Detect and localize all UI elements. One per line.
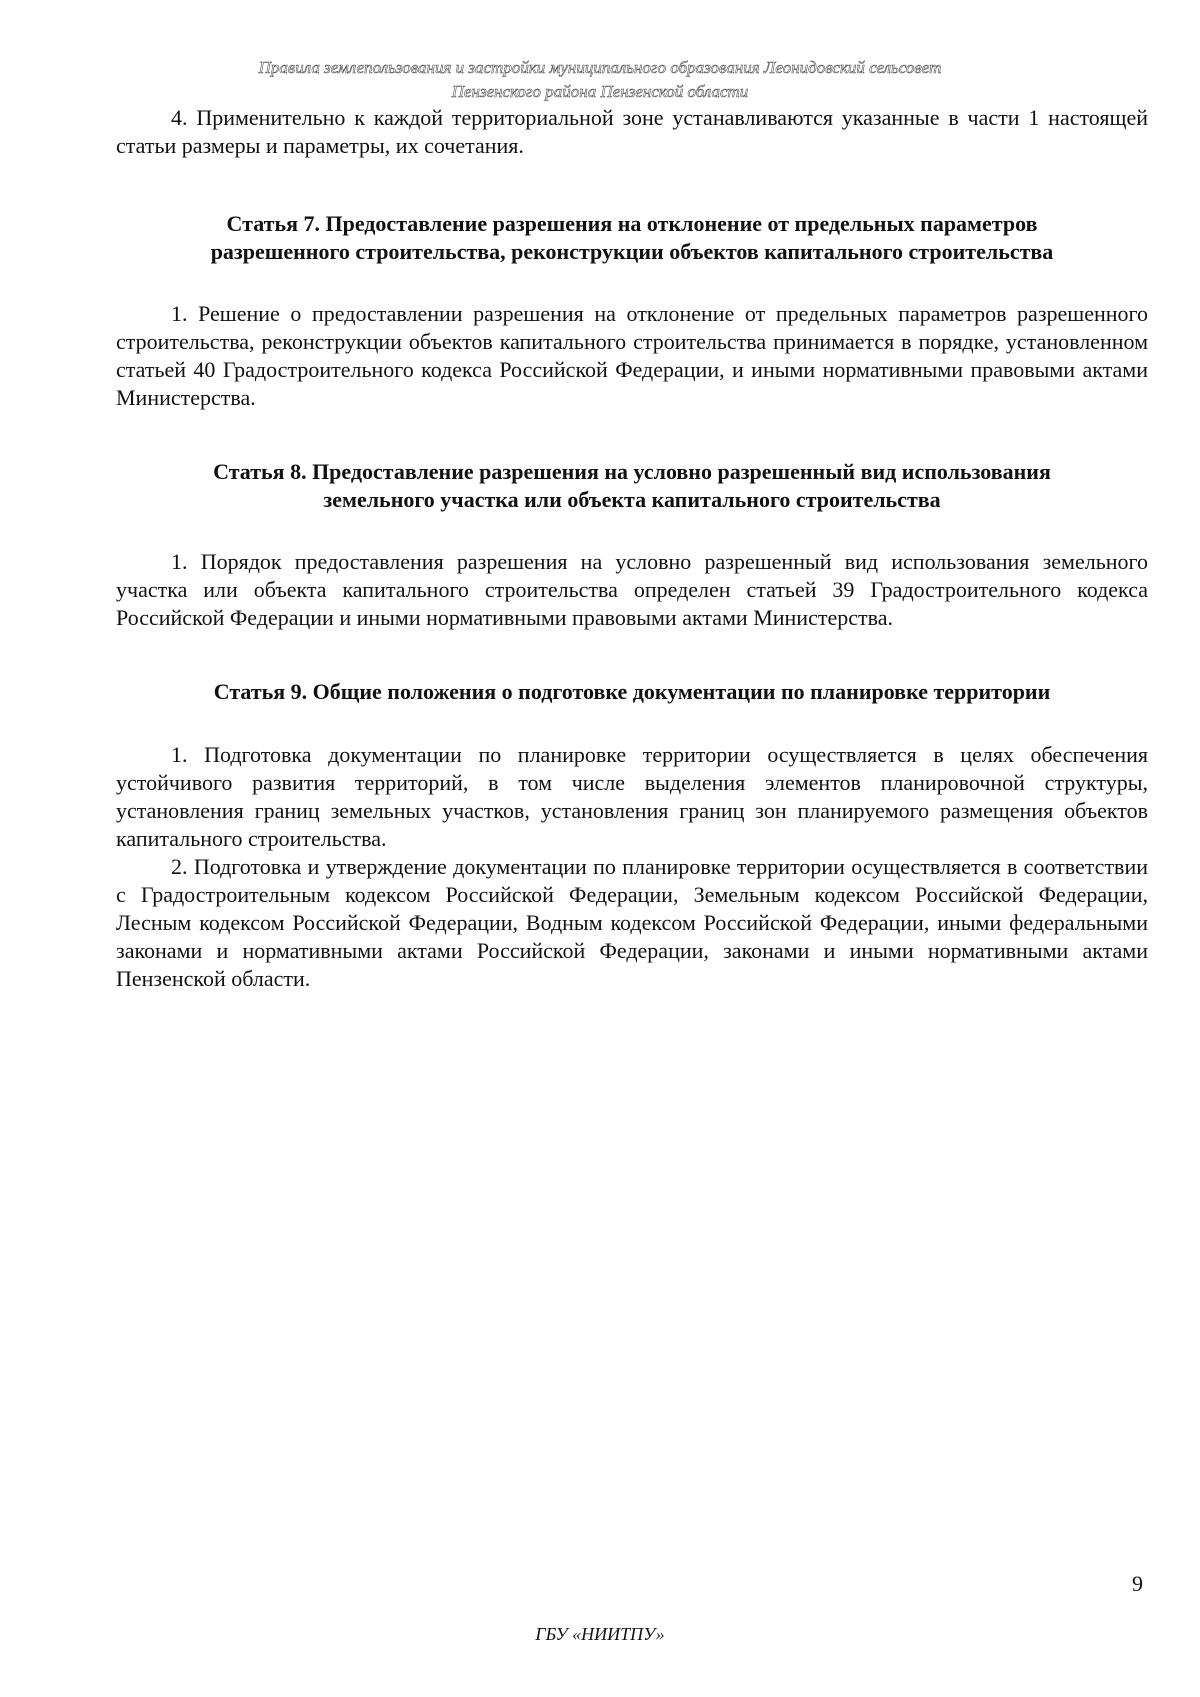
- footer-organization: ГБУ «НИИТПУ»: [535, 1624, 665, 1644]
- running-header: [150, 56, 1050, 104]
- paragraph-intro-4: 4. Применительно к каждой территориальной зоне устанавливаются указанные в части 1 настоящей статьи размеры и параметры, их сочетания.: [116, 105, 1148, 158]
- article-9-paragraph-1: 1. Подготовка документации по планировке территории осуществляется в целях обеспечения устойчивого развития территорий, в том числе выделения элементов планировочной структуры, установления границ земельных участков, установления границ зон планируемого размещения объектов капитального строительства.: [116, 742, 1148, 851]
- article-8-paragraph-1: 1. Порядок предоставления разрешения на условно разрешенный вид использования земельного участка или объекта капитального строительства определен статьей 39 Градостроительного кодекса Российской Федерации и иными нормативными правовыми актами Министерства.: [116, 549, 1148, 630]
- article-9-paragraph-2: 2. Подготовка и утверждение документации по планировке территории осуществляется в соответствии с Градостроительным кодексом Российской Федерации, Земельным кодексом Российской Федерации, Лесным кодексом Российской Федерации, Водным кодексом Российской Федерации, иными федеральными законами и нормативными актами Российской Федерации, законами и иными нормативными актами Пензенской области.: [116, 854, 1148, 991]
- article-7-paragraph-1: 1. Решение о предоставлении разрешения на отклонение от предельных параметров разрешенного строительства, реконструкции объектов капитального строительства принимается в порядке, установленном статьей 40 Градостроительного кодекса Российской Федерации, и иными нормативными правовыми актами Министерства.: [116, 301, 1148, 410]
- header-line-1: Правила землепользования и застройки муниципального образования Леонидовский сельсовет: [258, 58, 942, 77]
- page-number: 9: [1132, 1571, 1143, 1596]
- article-7-heading: Статья 7. Предоставление разрешения на отклонение от предельных параметров разрешенного строительства, реконструкции объектов капитального строительства: [210, 211, 1054, 264]
- article-8-heading: Статья 8. Предоставление разрешения на условно разрешенный вид использования земельного участка или объекта капитального строительства: [213, 459, 1051, 512]
- article-9-heading: Статья 9. Общие положения о подготовке документации по планировке территории: [213, 679, 1051, 704]
- document-body: [116, 104, 1148, 993]
- header-line-2: Пензенского района Пензенской области: [451, 82, 749, 101]
